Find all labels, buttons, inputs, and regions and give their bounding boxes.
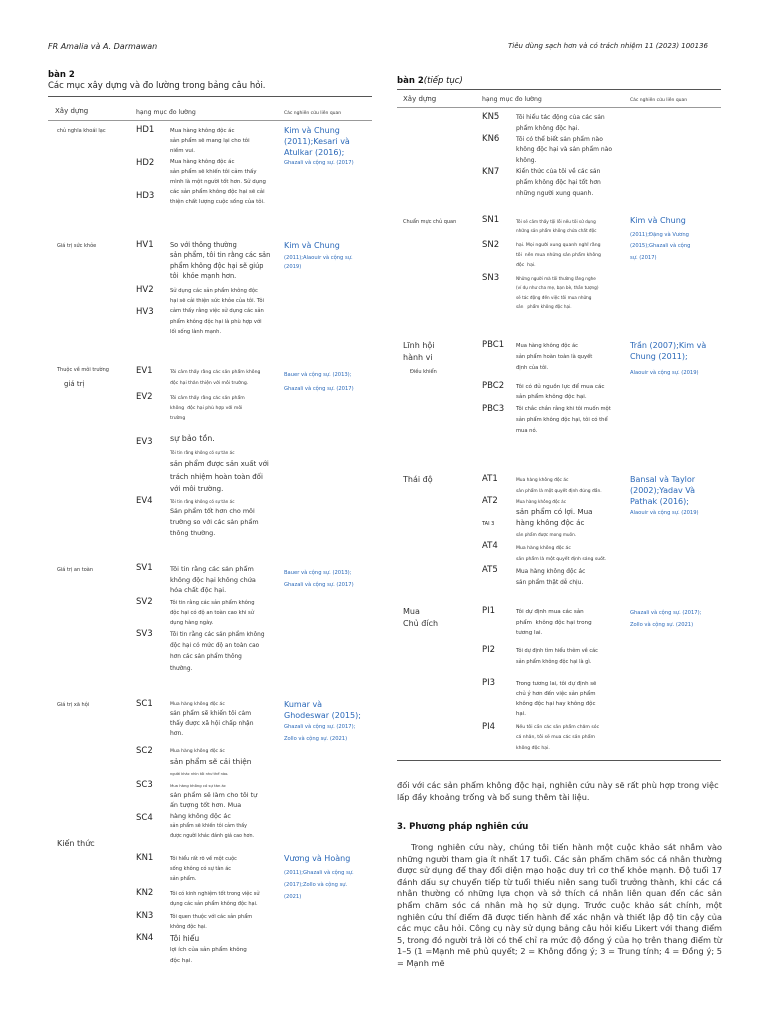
item-sv3: Tôi tin rằng các sản phẩm không độc hại có mức độ an toàn cao hơn các sản phẩm thông thường. [170,632,265,672]
item-ev3: sản phẩm được sản xuất với trách nhiệm hoàn toàn đối với môi trường. [170,460,269,493]
items-knowledge-cont: Tôi hiểu tác động của các sản phẩm không độc hại. Tôi có thể biết sản phẩm nào không độc hại và sản phẩm nào không. Kiến thức của tôi về các sản phẩm không độc hại tốt hơn những người xung quanh. [516,114,613,197]
code-ev3: EV3 [136,437,153,447]
sources-safety: Bauer và cộng sự. (2013); Ghazali và cộng sự. (2017) [284,570,354,588]
construct-environmental-2: giá trị [64,380,85,388]
code-pi3: PI3 [482,678,496,688]
left-col-construct-header: Xây dựng [55,107,89,115]
left-table-caption: Các mục xây dựng và đo lường trong bảng câu hỏi. [48,81,266,91]
code-hd2: HD2 [136,158,155,168]
code-kn6: KN6 [482,134,500,144]
code-sc4: SC4 [136,813,153,823]
construct-pbc-2: Điều khiển [410,369,437,375]
right-table-top-rule [397,89,721,90]
code-kn5: KN5 [482,112,500,122]
code-pbc1: PBC1 [482,340,505,350]
code-sn1: SN1 [482,215,500,225]
item-at5: Mua hàng không độc ác sản phẩm thật dễ chịu. [516,569,586,586]
construct-pbc: Lĩnh hội hành vi [403,341,435,362]
code-hd1: HD1 [136,125,155,135]
body-paragraph-1: đối với các sản phẩm không độc hại, nghiên cứu này sẽ rất phù hợp trong việc lấp đầy khoảng trống và bổ sung thêm tài liệu. [397,780,719,802]
item-kn4: lợi ích của sản phẩm không độc hại. [170,947,247,964]
item-ev3-small: Tôi tin rằng không có sự tàn ác [170,450,235,455]
left-table-top-rule [48,96,372,97]
construct-attitude: Thái độ [403,475,433,484]
code-at5: AT5 [482,565,498,575]
code-sv1: SV1 [136,563,153,573]
code-sc3: SC3 [136,780,153,790]
item-ev1: Tôi cảm thấy rằng các sản phẩm không độc hại thân thiện với môi trường. [170,370,261,386]
code-kn1: KN1 [136,853,154,863]
right-col-construct-header: Xây dựng [403,95,437,103]
code-at1: AT1 [482,474,498,484]
construct-knowledge: Kiến thức [57,839,95,848]
item-sv1: Tôi tin rằng các sản phẩm không độc hại không chứa hóa chất độc hại. [170,565,256,594]
left-col-items-header: hạng mục đo lường [136,109,196,116]
code-ev4: EV4 [136,496,153,506]
sources-environmental: Bauer và cộng sự. (2013); Ghazali và cộng sự. (2017) [284,372,354,392]
sources-social-extra: Ghazali và cộng sự. (2017); Zollo và cộng sự. (2021) [284,724,356,742]
sources-health-value: Kim và Chung [284,241,340,250]
construct-hedonism: chủ nghĩa khoái lạc [57,128,106,134]
item-at3: sản phẩm được mong muốn. [516,532,577,537]
sources-health-value-extra: (2011);Alaouir và cộng sự. (2019) [284,255,353,270]
right-table-bottom-rule [397,760,721,761]
item-pi1: Tôi dự định mua các sản phẩm không độc hại trong tương lai. [516,609,592,636]
construct-social: Giá trị xã hội [57,702,90,708]
code-hv2: HV2 [136,285,154,295]
item-ev2: Tôi cảm thấy rằng các sản phẩm không độc hại phù hợp với môi trường [170,396,245,421]
code-at3: TAI 3 [482,521,495,527]
construct-health-value: Giá trị sức khỏe [57,243,97,249]
code-kn7: KN7 [482,167,500,177]
item-sv2: Tôi tin rằng các sản phẩm không độc hại có độ an toàn cao khi sử dụng hàng ngày. [170,600,255,626]
sources-attitude-extra: Alaouir và cộng sự. (2019) [630,510,699,516]
item-ev3-lead: sự bảo tồn. [170,434,215,443]
body-paragraph-2: Trong nghiên cứu này, chúng tôi tiến hành một cuộc khảo sát nhắm vào những người tham gia ít nhất 17 tuổi. Các sản phẩm chăm sóc cá nhân thường được sử dụng để thay đổi diện mạo hoặc duy trì cơ thể khỏe mạnh. Độ tuổi 17 đánh dấu sự chuyển tiếp từ tuổi thiếu niên sang tuổi trưởng thành, khi các cá nhân thường có những lựa chọn và sở thích cá nhân liên quan đến các sản phẩm chăm sóc cá nhân mà họ sử dụng. Trước cuộc khảo sát chính, một nghiên cứu thí điểm đã được tiến hành để xác nhận và thiết lập độ tin cậy của các mục câu hỏi. Công cụ này sử dụng bảng câu hỏi kiểu Likert với thang điểm 5, trong đó người trả lời có thể chỉ ra mức độ đồng ý của họ trên thang điểm từ 1–5 (1 =Mạnh mẽ phủ quyết; 2 = Không đồng ý; 3 = Trung tính; 4 = Đồng ý; 5 = Mạnh mẽ [397,842,722,968]
item-ev4: Sản phẩm tốt hơn cho môi trường so với các sản phẩm thông thường. [170,507,259,537]
code-ev2: EV2 [136,392,153,402]
items-health-value: So với thông thường sản phẩm, tôi tin rằng các sản phẩm không độc hại sẽ giúp tôi khỏe mạnh hơn. [170,241,271,280]
sources-subjective-norm-extra: (2011);Đặng và Vương (2015);Ghazali và cộng sự. (2017) [630,232,691,261]
items-health-value-more: Sử dụng các sản phẩm không độc hại sẽ cải thiện sức khỏe của tôi. Tôi cảm thấy rằng việc sử dụng các sản phẩm không độc hại là phù hợp với lối sống lành mạnh. [170,288,264,335]
item-pbc3: Tôi chắc chắn rằng khi tôi muốn một sản phẩm không độc hại, tôi có thể mua nó. [516,406,611,434]
item-ev4-small: Tôi tin rằng không có sự tàn ác [170,499,235,504]
code-pbc2: PBC2 [482,381,505,391]
code-kn4: KN4 [136,933,154,943]
sources-purchase-intention: Ghazali và cộng sự. (2017); Zollo và cộng sự. (2021) [630,610,702,628]
item-pi2: Tôi dự định tìm hiểu thêm về các sản phẩm không độc hại là gì. [516,648,598,665]
sources-hedonism: Kim và Chung (2011);Kesari và Atulkar (2016); [284,126,350,157]
code-sn2: SN2 [482,240,500,250]
code-sc2: SC2 [136,746,153,756]
item-at4: Mua hàng không độc ác sản phẩm là một quyết định sáng suốt. [516,546,607,562]
code-at2: AT2 [482,496,498,506]
item-sn3: Những người mà tôi thường lắng nghe (ví dụ như cha mẹ, bạn bè, thần tượng) sẽ tác động đến việc tôi mua những sản phẩm không độc hại. [516,276,599,309]
item-sn1: Tôi sẽ cảm thấy tội lỗi nếu tôi sử dụng những sản phẩm không chứa chất độc [516,219,597,233]
sources-knowledge: Vương và Hoàng [284,854,351,863]
item-sn2: hại. Mọi người xung quanh nghĩ rằng tôi nên mua những sản phẩm không độc hại. [516,243,601,268]
right-table-title-text: bàn 2 [397,76,424,86]
code-hd3: HD3 [136,191,155,201]
sources-social: Kumar và Ghodeswar (2015); [284,700,361,720]
code-pi2: PI2 [482,645,496,655]
sources-attitude: Bansal và Taylor (2002);Yadav Và Pathak (2016); [630,475,696,506]
code-ev1: EV1 [136,366,153,376]
item-sc3-small: Mua hàng không có sự tàn ác [170,783,226,788]
code-pi1: PI1 [482,606,496,616]
sources-knowledge-extra: (2011);Ghazali và cộng sự. (2017);Zollo và cộng sự. (2021) [284,870,354,900]
section-heading-methodology: 3. Phương pháp nghiên cứu [397,822,529,832]
right-col-sources-header: Các nghiên cứu liên quan [630,98,688,103]
construct-safety: Giá trị an toàn [57,567,93,573]
item-sc2-tiny: người khác nhìn tôi như thế nào. [170,772,229,776]
item-sc2-small: Mua hàng không độc ác [170,749,225,754]
left-col-sources-header: Các nghiên cứu liên quan [284,111,342,116]
left-table-header-rule [48,120,372,121]
code-sn3: SN3 [482,273,500,283]
item-at2-small: Mua hàng không độc ác [516,499,567,504]
items-hedonism: Mua hàng không độc ác sản phẩm sẽ mang lại cho tôi niềm vui. Mua hàng không độc ác sản phẩm sẽ khiến tôi cảm thấy mình là một người tốt hơn. Sử dụng các sản phẩm không độc hại sẽ cải thiện chất lượng cuộc sống của tôi. [170,128,266,206]
item-kn2: Tôi có kinh nghiệm tốt trong việc sử dụng các sản phẩm không độc hại. [170,891,260,907]
construct-environmental: Thuộc về môi trường [57,367,109,373]
code-hv1: HV1 [136,240,154,250]
item-sc1: sản phẩm sẽ khiến tôi cảm thấy được xã hội chấp nhận hơn. [170,710,254,738]
item-pi4: Nếu tôi cần các sản phẩm chăm sóc cá nhân, tôi sẽ mua các sản phẩm không độc hại. [516,725,600,751]
item-kn3: Tôi quen thuộc với các sản phẩm không độc hại. [170,914,253,930]
construct-subjective-norm: Chuẩn mực chủ quan [403,219,457,225]
item-kn4-lead: Tôi hiểu [170,934,200,943]
code-pbc3: PBC3 [482,404,505,414]
code-hv3: HV3 [136,307,154,317]
item-sc1-small: Mua hàng không độc ác [170,702,225,707]
sources-hedonism-extra: Ghazali và cộng sự. (2017) [284,160,354,166]
left-table-title: bàn 2 [48,70,75,80]
code-sv2: SV2 [136,597,153,607]
item-pbc2: Tôi có đủ nguồn lực để mua các sản phẩm không độc hại. [516,384,605,401]
right-table-title-cont: (tiếp tục) [423,76,463,86]
right-col-items-header: hạng mục đo lường [482,96,542,103]
code-at4: AT4 [482,541,498,551]
running-header-journal: Tiêu dùng sạch hơn và có trách nhiệm 11 (2023) 100136 [508,42,708,50]
code-sv3: SV3 [136,629,153,639]
item-at1: Mua hàng không độc ác sản phẩm là một quyết định đúng đắn. [516,478,602,494]
sources-pbc: Trần (2007);Kim và Chung (2011); [630,341,707,361]
right-table-title [397,76,463,86]
item-sc3: sản phẩm sẽ làm cho tôi tự ấn tượng tốt hơn. Mua hàng không độc ác [170,791,258,820]
item-sc2: sản phẩm sẽ cải thiện [170,757,252,766]
running-header-authors: FR Amalia và A. Darmawan [48,42,158,51]
item-sc4: sản phẩm sẽ khiến tôi cảm thấy được người khác đánh giá cao hơn. [170,824,255,839]
sources-pbc-extra: Alaouir và cộng sự. (2019) [630,370,699,376]
code-kn3: KN3 [136,911,154,921]
item-kn1: Tôi hiểu rất rõ về một cuộc sống không có sự tàn ác sản phẩm. [170,856,237,882]
code-kn2: KN2 [136,888,154,898]
item-at2: sản phẩm có lợi. Mua hàng không độc ác [516,507,593,527]
construct-purchase-intention: Mua Chủ đích [403,607,439,628]
sources-subjective-norm: Kim và Chung [630,216,686,225]
right-table-header-rule [397,107,721,108]
code-sc1: SC1 [136,699,153,709]
item-pi3: Trong tương lai, tôi dự định sẽ chủ ý hơn đến việc sản phẩm không độc hại hay không độc hại. [516,681,597,717]
item-pbc1: Mua hàng không độc ác sản phẩm hoàn toàn là quyết định của tôi. [516,343,593,371]
code-pi4: PI4 [482,722,496,732]
